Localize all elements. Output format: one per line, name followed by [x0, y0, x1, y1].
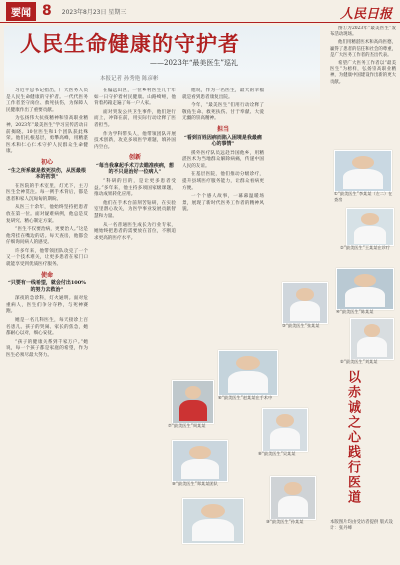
side-title: 以赤诚之心践行医道 [345, 370, 360, 505]
text-column-1 [6, 88, 88, 558]
paragraph: 习近平总书记指出，广大医务人员是人民生命健康的守护者。一代代医务工作者坚守岗位、救死扶伤，为保障人民健康作出了重要贡献。 [6, 88, 88, 113]
section-subhead: 使命 [40, 271, 53, 279]
paragraph: 希望广大医务工作者以“最美医生”为榜样，弘扬崇高职业精神，为健康中国建设作出新的更大贡献。 [330, 61, 396, 85]
page-number: 8 [42, 3, 52, 19]
paragraph: 他们在手术台前刻苦钻研，在实验室里潜心攻关，为医学事业发展贡献智慧和力量。 [94, 200, 176, 219]
doctor-photo-3 [282, 282, 328, 324]
doctor-photo-8 [262, 408, 308, 452]
photo-credit: 本版图片均由受访者提供 版式设计：张丹峰 [330, 520, 393, 531]
photo-caption: ①“最美医生”李某某（左二）在查房 [334, 191, 393, 202]
paragraph: 他说，作为一名医生，最大的幸福就是看到患者康复出院。 [182, 88, 264, 100]
doctor-photo-5 [350, 318, 394, 360]
article-subtitle: ——2023年“最美医生”巡礼 [150, 59, 238, 67]
section-quote: “生之所系就是救死扶伤，从医最根本的初衷” [8, 167, 86, 181]
article-byline: 本报记者 孙秀艳 陈彦彬 [100, 76, 159, 82]
paragraph: 他们用精湛医术和高尚医德，赢得了患者的信任和社会的尊重，是广大医务工作者的杰出代表。 [330, 40, 396, 58]
doctor-photo-9 [172, 440, 228, 482]
photo-caption: ④“最美医生”陈某某 [336, 309, 374, 314]
paragraph: 在偏远山区，一位乡村医生几十年如一日守护着村民健康。山路崎岖，他背着药箱走遍了每一户人家。 [94, 88, 176, 107]
article-title: 人民生命健康的守护者 [20, 32, 240, 56]
section-tag: 要闻 [6, 2, 36, 21]
doctor-photo-10 [270, 476, 316, 520]
newspaper-masthead: 人民日报 [339, 7, 392, 22]
paragraph: 在医院的手术室里，灯光下，主刀医生全神贯注。每一例手术背后，都是患者和家人沉甸甸的期盼。 [6, 183, 88, 202]
paragraph: “孩子的健康关系到千家万户。”她说，每一个孩子都是家庭的希望，作为医生必须尽最大努力。 [6, 339, 88, 358]
section-quote: “只要有一线希望，就会付出100%的努力去救治” [7, 280, 87, 293]
photo-caption: ⑧“最美医生”吴某某 [258, 451, 296, 456]
paragraph: 许多年来，他带领团队攻克了一个又一个技术难关，让更多患者在家门口就能享受到优质医疗服务。 [6, 248, 88, 268]
section-subhead: 担当 [216, 125, 229, 133]
photo-caption: ③“最美医生”张某某 [282, 323, 320, 328]
text-column-3 [182, 88, 264, 558]
section-quote: “每当我拿起手术刀去瞄准疾病，想的不只是治好一位病人” [96, 162, 174, 176]
photo-caption: ⑩“最美医生”孙某某 [266, 519, 304, 524]
photo-caption: ⑦“最美医生”周某某 [168, 423, 206, 428]
paragraph: 她是一名儿科医生，每天接诊上百名患儿。孩子的哭闹、家长的焦急，她都耐心以对，细心安抚。 [6, 318, 88, 337]
section-subhead: 创新 [128, 154, 141, 162]
doctor-photo-7 [172, 380, 214, 424]
paragraph: 图①为2023年“最美医生”发布活动现场。 [330, 26, 396, 38]
section-quote: “看到百姓因病而陷入困境是我最痛心的事情” [184, 134, 262, 148]
paragraph: 今年，“最美医生”们用行动诠释了敬佑生命、救死扶伤、甘于奉献、大爱无疆的崇高精神。 [182, 103, 264, 122]
paragraph: 从一名普通医生成长为行业专家，她始终把患者的需要放在首位，不断追求更高的医疗水平。 [94, 222, 176, 241]
paragraph: “科研的目的，是让更多患者受益。”多年来，他主持多项国家级课题，推动成果转化应用。 [94, 178, 176, 198]
doctor-photo-2 [346, 208, 394, 246]
page-header [0, 0, 400, 23]
doctor-photo-4 [336, 268, 394, 310]
section-subhead: 初心 [40, 158, 53, 166]
text-column-2 [94, 88, 176, 558]
issue-date: 2023年8月23日 星期三 [61, 8, 127, 16]
right-text-column [330, 26, 396, 146]
photo-caption: ⑨“最美医生”郑某某团队 [172, 481, 218, 486]
team-photo [182, 498, 244, 544]
paragraph: 深夜的急诊科，灯火通明。面对危重病人，医生们争分夺秒，与死神赛跑。 [6, 296, 88, 315]
paragraph: 在基层医院，他们推动分级诊疗，提升县域医疗服务能力，让群众看病更方便。 [182, 172, 264, 191]
photo-caption: ②“最美医生”王某某在诊疗 [340, 245, 390, 250]
photo-caption: ⑤“最美医生”刘某某 [340, 359, 378, 364]
paragraph: 援外医疗队员远赴异国他乡，用精湛医术为当地群众解除病痛，传递中国人民的友谊。 [182, 150, 264, 169]
paragraph: 为弘扬伟大抗疫精神和崇高职业精神，2023年“最美医生”学习宣传活动日前揭晓。10位医生和1个团队获此殊荣。他们扎根基层，勇攀高峰，用精湛医术和仁心仁术守护人民群众生命健康。 [6, 116, 88, 155]
paragraph: 面对突发公共卫生事件，他们逆行而上，冲锋在前，用实际行动诠释了医者担当。 [94, 109, 176, 128]
paragraph: 作为学科带头人，他带领团队开展技术创新，攻克多项医学难题，填补国内空白。 [94, 131, 176, 150]
paragraph: 一个个感人故事，一幕幕温暖场景，展现了新时代医务工作者的精神风貌。 [182, 194, 264, 213]
doctor-photo-1 [334, 150, 392, 192]
paragraph: “医生不仅要治病，更要治人。”这是他常挂在嘴边的话。每天查房，他都会仔细询问病人的感受。 [6, 227, 88, 246]
doctor-photo-6 [218, 350, 278, 396]
photo-caption: ⑥“最美医生”赵某某在手术中 [218, 395, 273, 400]
paragraph: 从医三十余年，他始终坚持把患者放在第一位。面对疑难病例，他总是反复研究、精心制定方案。 [6, 205, 88, 224]
